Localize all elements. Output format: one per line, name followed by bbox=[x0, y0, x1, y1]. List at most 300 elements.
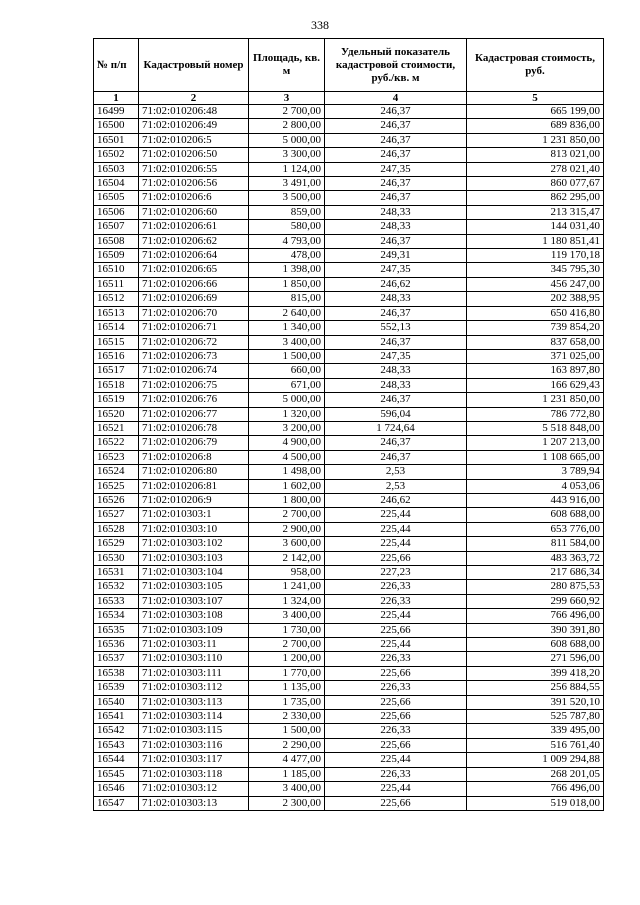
table-row bbox=[94, 767, 604, 781]
cell-area: 580,00 bbox=[249, 220, 325, 234]
cell-specific-value: 225,44 bbox=[325, 638, 467, 652]
cell-cadastral-number: 71:02:010206:65 bbox=[139, 263, 249, 277]
cell-area: 5 000,00 bbox=[249, 133, 325, 147]
cell-cadastral-value: 5 518 848,00 bbox=[467, 421, 604, 435]
cell-area: 1 320,00 bbox=[249, 407, 325, 421]
cell-specific-value: 225,44 bbox=[325, 609, 467, 623]
column-number: 3 bbox=[249, 92, 325, 105]
cell-cadastral-value: 268 201,05 bbox=[467, 767, 604, 781]
cell-cadastral-number: 71:02:010303:103 bbox=[139, 551, 249, 565]
cell-area: 958,00 bbox=[249, 566, 325, 580]
column-number: 5 bbox=[467, 92, 604, 105]
cell-cadastral-value: 1 231 850,00 bbox=[467, 133, 604, 147]
table-row bbox=[94, 321, 604, 335]
table-row bbox=[94, 292, 604, 306]
table-row bbox=[94, 551, 604, 565]
cell-area: 4 500,00 bbox=[249, 450, 325, 464]
cell-cadastral-value: 786 772,80 bbox=[467, 407, 604, 421]
cell-row-number: 16508 bbox=[94, 234, 139, 248]
cell-cadastral-value: 217 686,34 bbox=[467, 566, 604, 580]
cell-cadastral-number: 71:02:010206:69 bbox=[139, 292, 249, 306]
table-row bbox=[94, 450, 604, 464]
cell-row-number: 16537 bbox=[94, 652, 139, 666]
cell-row-number: 16525 bbox=[94, 479, 139, 493]
header-cadastral-value: Кадастровая стоимость, руб. bbox=[467, 39, 604, 92]
table-row bbox=[94, 306, 604, 320]
cell-specific-value: 552,13 bbox=[325, 321, 467, 335]
cell-cadastral-value: 665 199,00 bbox=[467, 105, 604, 119]
column-number-row bbox=[94, 92, 604, 105]
cell-area: 1 500,00 bbox=[249, 349, 325, 363]
cell-row-number: 16524 bbox=[94, 465, 139, 479]
table-row bbox=[94, 234, 604, 248]
cell-specific-value: 1 724,64 bbox=[325, 421, 467, 435]
cell-area: 1 200,00 bbox=[249, 652, 325, 666]
cell-area: 1 800,00 bbox=[249, 493, 325, 507]
cell-area: 2 640,00 bbox=[249, 306, 325, 320]
cell-area: 1 770,00 bbox=[249, 666, 325, 680]
cell-cadastral-value: 650 416,80 bbox=[467, 306, 604, 320]
cell-row-number: 16546 bbox=[94, 782, 139, 796]
cell-row-number: 16533 bbox=[94, 594, 139, 608]
table-row bbox=[94, 609, 604, 623]
cell-row-number: 16518 bbox=[94, 378, 139, 392]
cell-cadastral-value: 202 388,95 bbox=[467, 292, 604, 306]
cell-cadastral-value: 813 021,00 bbox=[467, 148, 604, 162]
cell-specific-value: 225,44 bbox=[325, 508, 467, 522]
cell-specific-value: 249,31 bbox=[325, 249, 467, 263]
cell-specific-value: 247,35 bbox=[325, 162, 467, 176]
table-row bbox=[94, 652, 604, 666]
cell-specific-value: 225,44 bbox=[325, 522, 467, 536]
cell-row-number: 16536 bbox=[94, 638, 139, 652]
cell-specific-value: 2,53 bbox=[325, 465, 467, 479]
cell-specific-value: 246,37 bbox=[325, 393, 467, 407]
cell-area: 1 241,00 bbox=[249, 580, 325, 594]
table-row bbox=[94, 349, 604, 363]
table-row bbox=[94, 407, 604, 421]
column-number: 4 bbox=[325, 92, 467, 105]
cell-cadastral-value: 144 031,40 bbox=[467, 220, 604, 234]
cell-cadastral-value: 339 495,00 bbox=[467, 724, 604, 738]
cell-cadastral-value: 443 916,00 bbox=[467, 493, 604, 507]
cell-cadastral-number: 71:02:010206:73 bbox=[139, 349, 249, 363]
cell-cadastral-value: 299 660,92 bbox=[467, 594, 604, 608]
cell-row-number: 16541 bbox=[94, 710, 139, 724]
cell-cadastral-value: 653 776,00 bbox=[467, 522, 604, 536]
cell-cadastral-value: 256 884,55 bbox=[467, 681, 604, 695]
cell-specific-value: 246,37 bbox=[325, 177, 467, 191]
cell-specific-value: 246,37 bbox=[325, 306, 467, 320]
cell-row-number: 16523 bbox=[94, 450, 139, 464]
cell-area: 3 400,00 bbox=[249, 335, 325, 349]
cell-specific-value: 247,35 bbox=[325, 349, 467, 363]
column-number: 1 bbox=[94, 92, 139, 105]
cell-area: 2 700,00 bbox=[249, 638, 325, 652]
cell-row-number: 16519 bbox=[94, 393, 139, 407]
cell-row-number: 16510 bbox=[94, 263, 139, 277]
cell-row-number: 16503 bbox=[94, 162, 139, 176]
cell-specific-value: 248,33 bbox=[325, 220, 467, 234]
cell-cadastral-value: 119 170,18 bbox=[467, 249, 604, 263]
cell-row-number: 16529 bbox=[94, 537, 139, 551]
cell-area: 2 290,00 bbox=[249, 738, 325, 752]
cell-cadastral-value: 390 391,80 bbox=[467, 623, 604, 637]
cell-area: 660,00 bbox=[249, 364, 325, 378]
cell-specific-value: 226,33 bbox=[325, 767, 467, 781]
cell-cadastral-number: 71:02:010303:11 bbox=[139, 638, 249, 652]
cell-cadastral-number: 71:02:010206:80 bbox=[139, 465, 249, 479]
table-row bbox=[94, 594, 604, 608]
cell-cadastral-number: 71:02:010206:70 bbox=[139, 306, 249, 320]
cell-area: 3 200,00 bbox=[249, 421, 325, 435]
cell-specific-value: 248,33 bbox=[325, 292, 467, 306]
cell-specific-value: 246,37 bbox=[325, 191, 467, 205]
cadastral-value-table bbox=[93, 38, 604, 811]
cell-cadastral-value: 345 795,30 bbox=[467, 263, 604, 277]
cell-row-number: 16531 bbox=[94, 566, 139, 580]
cell-cadastral-value: 4 053,06 bbox=[467, 479, 604, 493]
cell-specific-value: 226,33 bbox=[325, 580, 467, 594]
cell-cadastral-value: 860 077,67 bbox=[467, 177, 604, 191]
cell-area: 5 000,00 bbox=[249, 393, 325, 407]
table-row bbox=[94, 119, 604, 133]
cell-cadastral-value: 391 520,10 bbox=[467, 695, 604, 709]
cell-specific-value: 225,66 bbox=[325, 738, 467, 752]
cell-cadastral-number: 71:02:010206:64 bbox=[139, 249, 249, 263]
table-row bbox=[94, 695, 604, 709]
cell-area: 1 124,00 bbox=[249, 162, 325, 176]
table-row bbox=[94, 277, 604, 291]
table-row bbox=[94, 335, 604, 349]
cell-row-number: 16527 bbox=[94, 508, 139, 522]
cell-area: 2 142,00 bbox=[249, 551, 325, 565]
cell-specific-value: 246,37 bbox=[325, 436, 467, 450]
cell-cadastral-number: 71:02:010206:6 bbox=[139, 191, 249, 205]
cell-cadastral-value: 811 584,00 bbox=[467, 537, 604, 551]
table-row bbox=[94, 465, 604, 479]
cell-specific-value: 2,53 bbox=[325, 479, 467, 493]
cell-cadastral-value: 483 363,72 bbox=[467, 551, 604, 565]
table-row bbox=[94, 580, 604, 594]
cell-cadastral-value: 516 761,40 bbox=[467, 738, 604, 752]
cell-cadastral-number: 71:02:010303:10 bbox=[139, 522, 249, 536]
table-row bbox=[94, 566, 604, 580]
cell-specific-value: 248,33 bbox=[325, 364, 467, 378]
cell-cadastral-value: 3 789,94 bbox=[467, 465, 604, 479]
cell-area: 815,00 bbox=[249, 292, 325, 306]
cell-cadastral-number: 71:02:010303:111 bbox=[139, 666, 249, 680]
table-row bbox=[94, 724, 604, 738]
cell-cadastral-number: 71:02:010206:78 bbox=[139, 421, 249, 435]
table-row bbox=[94, 162, 604, 176]
cell-cadastral-value: 456 247,00 bbox=[467, 277, 604, 291]
cell-area: 4 900,00 bbox=[249, 436, 325, 450]
cell-cadastral-value: 519 018,00 bbox=[467, 796, 604, 810]
cell-cadastral-value: 525 787,80 bbox=[467, 710, 604, 724]
cell-area: 859,00 bbox=[249, 205, 325, 219]
cell-area: 3 400,00 bbox=[249, 609, 325, 623]
cell-cadastral-value: 271 596,00 bbox=[467, 652, 604, 666]
cell-row-number: 16499 bbox=[94, 105, 139, 119]
cell-cadastral-value: 766 496,00 bbox=[467, 782, 604, 796]
cell-cadastral-number: 71:02:010206:77 bbox=[139, 407, 249, 421]
cell-row-number: 16516 bbox=[94, 349, 139, 363]
cell-specific-value: 246,37 bbox=[325, 133, 467, 147]
cell-row-number: 16509 bbox=[94, 249, 139, 263]
cell-specific-value: 225,66 bbox=[325, 623, 467, 637]
table-row bbox=[94, 249, 604, 263]
cell-cadastral-number: 71:02:010206:56 bbox=[139, 177, 249, 191]
cell-specific-value: 225,66 bbox=[325, 695, 467, 709]
cell-area: 2 300,00 bbox=[249, 796, 325, 810]
header-specific-value: Удельный показатель кадастровой стоимости, руб./кв. м bbox=[325, 39, 467, 92]
cell-cadastral-value: 689 836,00 bbox=[467, 119, 604, 133]
cell-area: 4 477,00 bbox=[249, 753, 325, 767]
table-row bbox=[94, 220, 604, 234]
cell-area: 1 185,00 bbox=[249, 767, 325, 781]
cell-row-number: 16545 bbox=[94, 767, 139, 781]
cell-specific-value: 225,66 bbox=[325, 796, 467, 810]
cell-row-number: 16544 bbox=[94, 753, 139, 767]
table-body bbox=[94, 105, 604, 811]
table-row bbox=[94, 436, 604, 450]
table-row bbox=[94, 263, 604, 277]
cell-area: 2 700,00 bbox=[249, 105, 325, 119]
table-row bbox=[94, 796, 604, 810]
cell-cadastral-number: 71:02:010206:76 bbox=[139, 393, 249, 407]
cell-cadastral-number: 71:02:010206:49 bbox=[139, 119, 249, 133]
cell-cadastral-value: 608 688,00 bbox=[467, 638, 604, 652]
cell-cadastral-number: 71:02:010206:74 bbox=[139, 364, 249, 378]
cell-specific-value: 226,33 bbox=[325, 652, 467, 666]
cell-row-number: 16534 bbox=[94, 609, 139, 623]
cell-specific-value: 246,37 bbox=[325, 234, 467, 248]
cell-area: 3 500,00 bbox=[249, 191, 325, 205]
cell-specific-value: 225,66 bbox=[325, 710, 467, 724]
cell-cadastral-number: 71:02:010206:75 bbox=[139, 378, 249, 392]
cell-area: 1 500,00 bbox=[249, 724, 325, 738]
cell-cadastral-value: 1 180 851,41 bbox=[467, 234, 604, 248]
cell-cadastral-number: 71:02:010303:107 bbox=[139, 594, 249, 608]
cell-cadastral-value: 213 315,47 bbox=[467, 205, 604, 219]
table-row bbox=[94, 479, 604, 493]
cell-area: 1 398,00 bbox=[249, 263, 325, 277]
cell-area: 3 491,00 bbox=[249, 177, 325, 191]
cell-cadastral-number: 71:02:010206:81 bbox=[139, 479, 249, 493]
cell-row-number: 16506 bbox=[94, 205, 139, 219]
table-row bbox=[94, 666, 604, 680]
cell-specific-value: 225,44 bbox=[325, 782, 467, 796]
cell-specific-value: 227,23 bbox=[325, 566, 467, 580]
cell-cadastral-value: 166 629,43 bbox=[467, 378, 604, 392]
table-row bbox=[94, 421, 604, 435]
table-row bbox=[94, 364, 604, 378]
cell-specific-value: 226,33 bbox=[325, 681, 467, 695]
cell-cadastral-value: 163 897,80 bbox=[467, 364, 604, 378]
cell-area: 478,00 bbox=[249, 249, 325, 263]
cell-cadastral-number: 71:02:010206:79 bbox=[139, 436, 249, 450]
table-row bbox=[94, 681, 604, 695]
cell-row-number: 16504 bbox=[94, 177, 139, 191]
header-row-number: № п/п bbox=[94, 39, 139, 92]
cell-area: 1 735,00 bbox=[249, 695, 325, 709]
table-row bbox=[94, 623, 604, 637]
cell-cadastral-number: 71:02:010303:108 bbox=[139, 609, 249, 623]
cell-cadastral-number: 71:02:010303:104 bbox=[139, 566, 249, 580]
cell-row-number: 16507 bbox=[94, 220, 139, 234]
cell-specific-value: 225,44 bbox=[325, 537, 467, 551]
table-header-row bbox=[94, 39, 604, 92]
cell-specific-value: 246,37 bbox=[325, 335, 467, 349]
cell-specific-value: 248,33 bbox=[325, 378, 467, 392]
header-cadastral-number: Кадастровый номер bbox=[139, 39, 249, 92]
cell-cadastral-number: 71:02:010206:48 bbox=[139, 105, 249, 119]
cell-row-number: 16528 bbox=[94, 522, 139, 536]
cell-cadastral-value: 371 025,00 bbox=[467, 349, 604, 363]
table-row bbox=[94, 191, 604, 205]
cell-cadastral-number: 71:02:010206:66 bbox=[139, 277, 249, 291]
header-area: Площадь, кв. м bbox=[249, 39, 325, 92]
cell-specific-value: 246,62 bbox=[325, 493, 467, 507]
cell-row-number: 16522 bbox=[94, 436, 139, 450]
table-row bbox=[94, 508, 604, 522]
cell-row-number: 16513 bbox=[94, 306, 139, 320]
cell-row-number: 16501 bbox=[94, 133, 139, 147]
table-row bbox=[94, 738, 604, 752]
column-number: 2 bbox=[139, 92, 249, 105]
cell-specific-value: 246,37 bbox=[325, 148, 467, 162]
table-row bbox=[94, 753, 604, 767]
cell-cadastral-number: 71:02:010303:114 bbox=[139, 710, 249, 724]
cell-cadastral-number: 71:02:010303:109 bbox=[139, 623, 249, 637]
cell-specific-value: 246,37 bbox=[325, 450, 467, 464]
cell-cadastral-number: 71:02:010303:105 bbox=[139, 580, 249, 594]
table-row bbox=[94, 177, 604, 191]
cell-cadastral-number: 71:02:010206:62 bbox=[139, 234, 249, 248]
cell-specific-value: 246,37 bbox=[325, 105, 467, 119]
cell-cadastral-number: 71:02:010303:110 bbox=[139, 652, 249, 666]
cell-cadastral-value: 399 418,20 bbox=[467, 666, 604, 680]
cell-cadastral-number: 71:02:010303:112 bbox=[139, 681, 249, 695]
cell-cadastral-number: 71:02:010303:12 bbox=[139, 782, 249, 796]
cell-cadastral-number: 71:02:010206:9 bbox=[139, 493, 249, 507]
cell-row-number: 16530 bbox=[94, 551, 139, 565]
cell-cadastral-value: 1 231 850,00 bbox=[467, 393, 604, 407]
cell-cadastral-number: 71:02:010206:50 bbox=[139, 148, 249, 162]
cell-row-number: 16547 bbox=[94, 796, 139, 810]
cell-cadastral-number: 71:02:010206:5 bbox=[139, 133, 249, 147]
cell-cadastral-value: 1 108 665,00 bbox=[467, 450, 604, 464]
cell-area: 1 135,00 bbox=[249, 681, 325, 695]
cell-cadastral-value: 739 854,20 bbox=[467, 321, 604, 335]
cell-area: 4 793,00 bbox=[249, 234, 325, 248]
cell-row-number: 16542 bbox=[94, 724, 139, 738]
cell-row-number: 16512 bbox=[94, 292, 139, 306]
cell-area: 1 602,00 bbox=[249, 479, 325, 493]
cell-area: 3 400,00 bbox=[249, 782, 325, 796]
cell-specific-value: 225,66 bbox=[325, 551, 467, 565]
cell-area: 1 498,00 bbox=[249, 465, 325, 479]
cell-area: 1 850,00 bbox=[249, 277, 325, 291]
cell-specific-value: 225,66 bbox=[325, 666, 467, 680]
cell-specific-value: 246,62 bbox=[325, 277, 467, 291]
cell-row-number: 16540 bbox=[94, 695, 139, 709]
cell-cadastral-value: 278 021,40 bbox=[467, 162, 604, 176]
cell-specific-value: 596,04 bbox=[325, 407, 467, 421]
cell-specific-value: 226,33 bbox=[325, 594, 467, 608]
cell-area: 671,00 bbox=[249, 378, 325, 392]
cell-row-number: 16538 bbox=[94, 666, 139, 680]
cell-area: 3 300,00 bbox=[249, 148, 325, 162]
cell-area: 1 340,00 bbox=[249, 321, 325, 335]
cell-specific-value: 246,37 bbox=[325, 119, 467, 133]
cell-cadastral-number: 71:02:010303:117 bbox=[139, 753, 249, 767]
table-row bbox=[94, 537, 604, 551]
cell-cadastral-number: 71:02:010206:71 bbox=[139, 321, 249, 335]
cell-cadastral-number: 71:02:010303:115 bbox=[139, 724, 249, 738]
cell-cadastral-value: 862 295,00 bbox=[467, 191, 604, 205]
cell-row-number: 16520 bbox=[94, 407, 139, 421]
cell-cadastral-value: 1 009 294,88 bbox=[467, 753, 604, 767]
table-row bbox=[94, 105, 604, 119]
table-row bbox=[94, 710, 604, 724]
table-row bbox=[94, 133, 604, 147]
cell-cadastral-value: 1 207 213,00 bbox=[467, 436, 604, 450]
cell-area: 3 600,00 bbox=[249, 537, 325, 551]
table-row bbox=[94, 493, 604, 507]
cell-cadastral-number: 71:02:010206:55 bbox=[139, 162, 249, 176]
cell-cadastral-value: 280 875,53 bbox=[467, 580, 604, 594]
table-row bbox=[94, 638, 604, 652]
cell-cadastral-value: 837 658,00 bbox=[467, 335, 604, 349]
cell-area: 2 330,00 bbox=[249, 710, 325, 724]
page-number: 338 bbox=[311, 18, 329, 32]
cell-specific-value: 247,35 bbox=[325, 263, 467, 277]
table-row bbox=[94, 205, 604, 219]
cell-cadastral-number: 71:02:010303:13 bbox=[139, 796, 249, 810]
cell-area: 1 730,00 bbox=[249, 623, 325, 637]
cell-row-number: 16515 bbox=[94, 335, 139, 349]
cell-row-number: 16500 bbox=[94, 119, 139, 133]
cell-cadastral-number: 71:02:010303:102 bbox=[139, 537, 249, 551]
cell-area: 1 324,00 bbox=[249, 594, 325, 608]
cell-cadastral-number: 71:02:010303:116 bbox=[139, 738, 249, 752]
cell-cadastral-number: 71:02:010206:60 bbox=[139, 205, 249, 219]
cell-row-number: 16532 bbox=[94, 580, 139, 594]
cell-specific-value: 248,33 bbox=[325, 205, 467, 219]
cell-row-number: 16517 bbox=[94, 364, 139, 378]
cell-specific-value: 226,33 bbox=[325, 724, 467, 738]
cell-area: 2 700,00 bbox=[249, 508, 325, 522]
cell-row-number: 16502 bbox=[94, 148, 139, 162]
cell-row-number: 16526 bbox=[94, 493, 139, 507]
cell-area: 2 900,00 bbox=[249, 522, 325, 536]
cell-cadastral-number: 71:02:010206:72 bbox=[139, 335, 249, 349]
cell-cadastral-value: 766 496,00 bbox=[467, 609, 604, 623]
cell-row-number: 16543 bbox=[94, 738, 139, 752]
cell-row-number: 16535 bbox=[94, 623, 139, 637]
cell-cadastral-value: 608 688,00 bbox=[467, 508, 604, 522]
cell-row-number: 16511 bbox=[94, 277, 139, 291]
cell-row-number: 16514 bbox=[94, 321, 139, 335]
table-row bbox=[94, 522, 604, 536]
cell-cadastral-number: 71:02:010206:8 bbox=[139, 450, 249, 464]
cell-cadastral-number: 71:02:010206:61 bbox=[139, 220, 249, 234]
table-row bbox=[94, 393, 604, 407]
table-row bbox=[94, 148, 604, 162]
cell-area: 2 800,00 bbox=[249, 119, 325, 133]
